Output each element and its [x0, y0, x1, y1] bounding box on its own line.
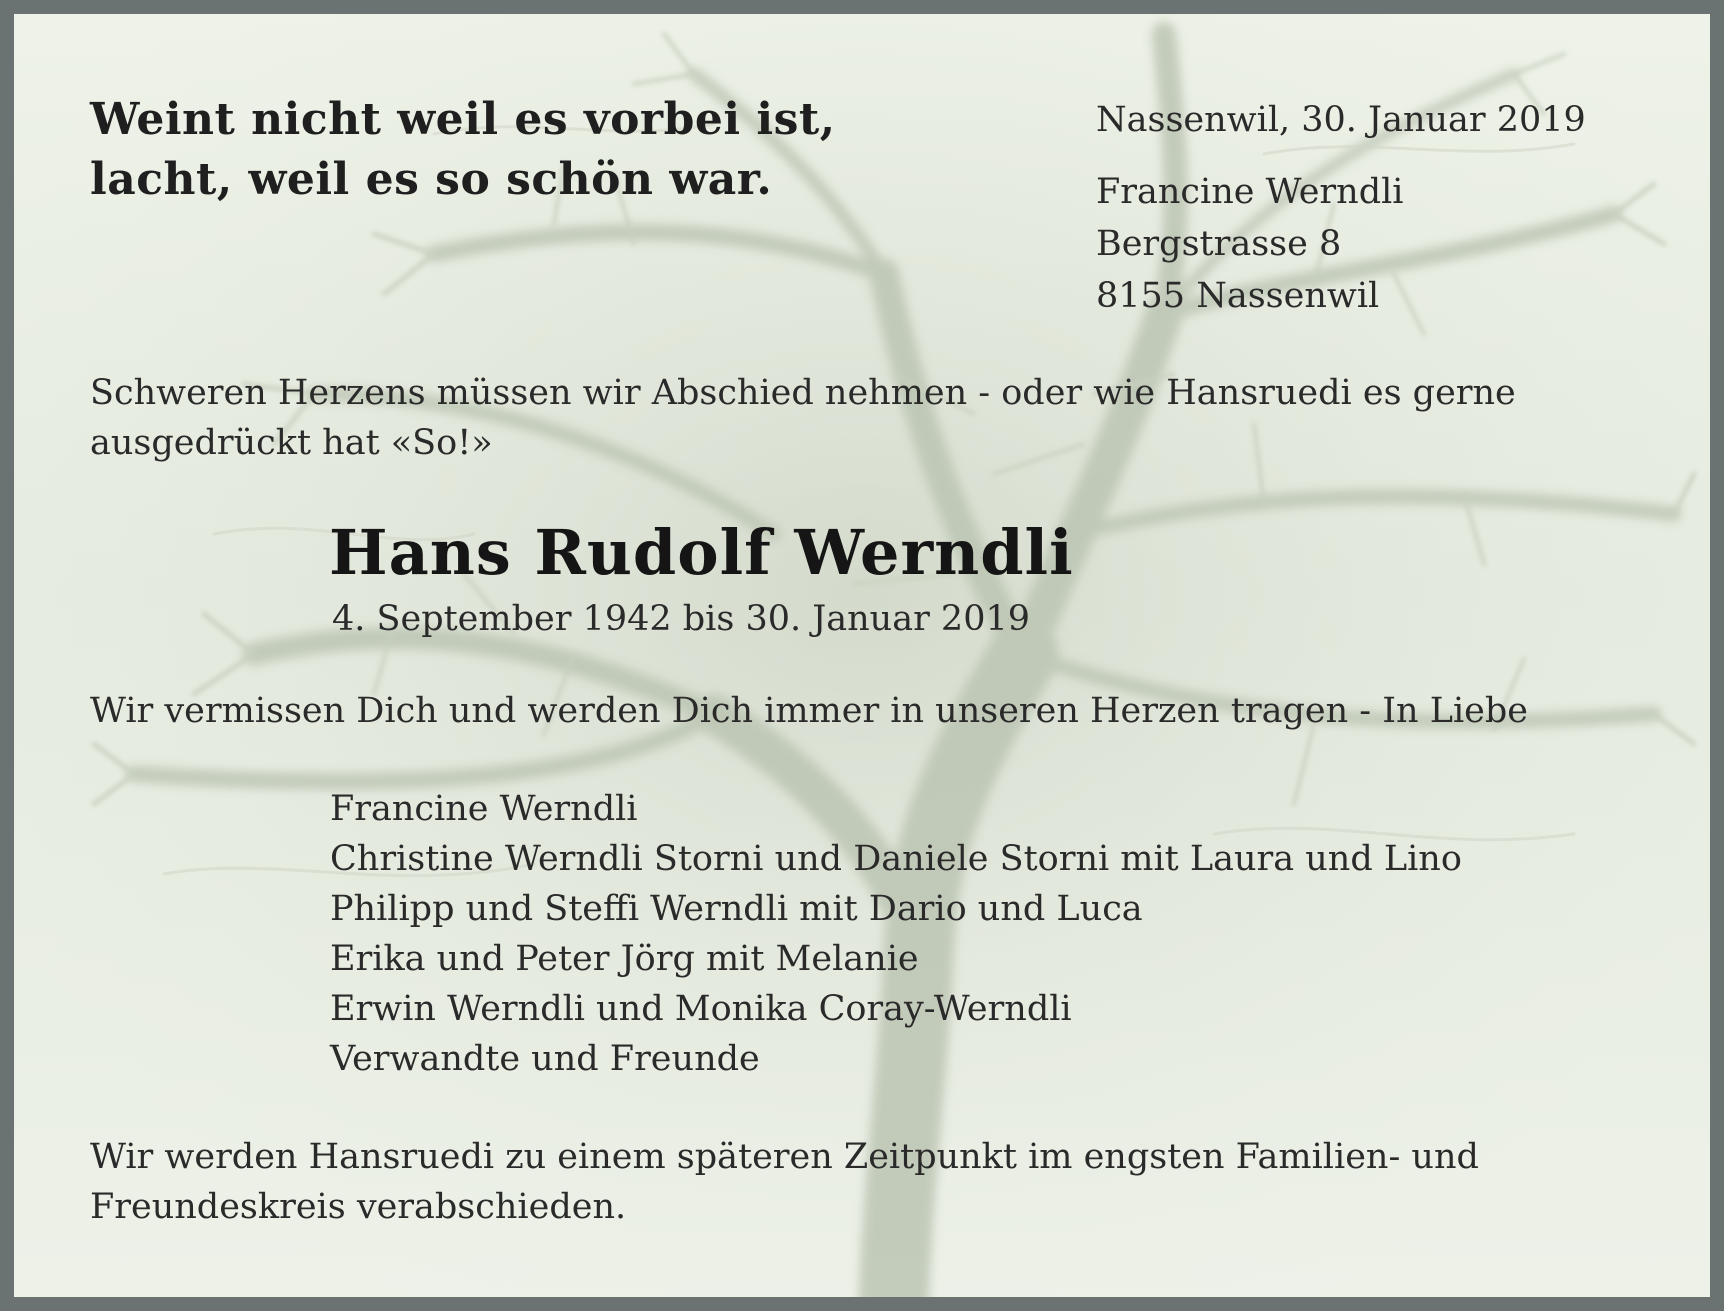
place-date: Nassenwil, 30. Januar 2019 [1096, 100, 1586, 140]
mourner-item: Christine Werndli Storni und Daniele Storni mit Laura und Lino [330, 839, 1462, 879]
intro-line-1: Schweren Herzens müssen wir Abschied nehmen - oder wie Hansruedi es gerne [90, 373, 1516, 413]
miss-line: Wir vermissen Dich und werden Dich immer in unseren Herzen tragen - In Liebe [90, 691, 1528, 731]
closing-line-2: Freundeskreis verabschieden. [90, 1187, 627, 1227]
closing-line-1: Wir werden Hansruedi zu einem späteren Zeitpunkt im engsten Familien- und [90, 1137, 1479, 1177]
motto-line-1: Weint nicht weil es vorbei ist, [90, 94, 836, 145]
intro-paragraph [90, 368, 1516, 468]
sender-name: Francine Werndli [1096, 172, 1404, 212]
mourner-item: Erika und Peter Jörg mit Melanie [330, 939, 919, 979]
deceased-name: Hans Rudolf Werndli [329, 516, 1074, 589]
motto-quote [90, 90, 836, 210]
obituary-card [14, 14, 1710, 1297]
closing-paragraph [90, 1132, 1479, 1232]
mourner-item: Francine Werndli [330, 789, 638, 829]
mourner-item: Verwandte und Freunde [330, 1039, 760, 1079]
mourners-list [330, 784, 1462, 1084]
motto-line-2: lacht, weil es so schön war. [90, 154, 773, 205]
sender-city: 8155 Nassenwil [1096, 276, 1380, 316]
intro-line-2: ausgedrückt hat «So!» [90, 423, 493, 463]
mourner-item: Philipp und Steffi Werndli mit Dario und Luca [330, 889, 1143, 929]
life-dates: 4. September 1942 bis 30. Januar 2019 [332, 599, 1031, 639]
sender-street: Bergstrasse 8 [1096, 224, 1342, 264]
sender-block [1096, 94, 1586, 322]
mourner-item: Erwin Werndli und Monika Coray-Werndli [330, 989, 1072, 1029]
